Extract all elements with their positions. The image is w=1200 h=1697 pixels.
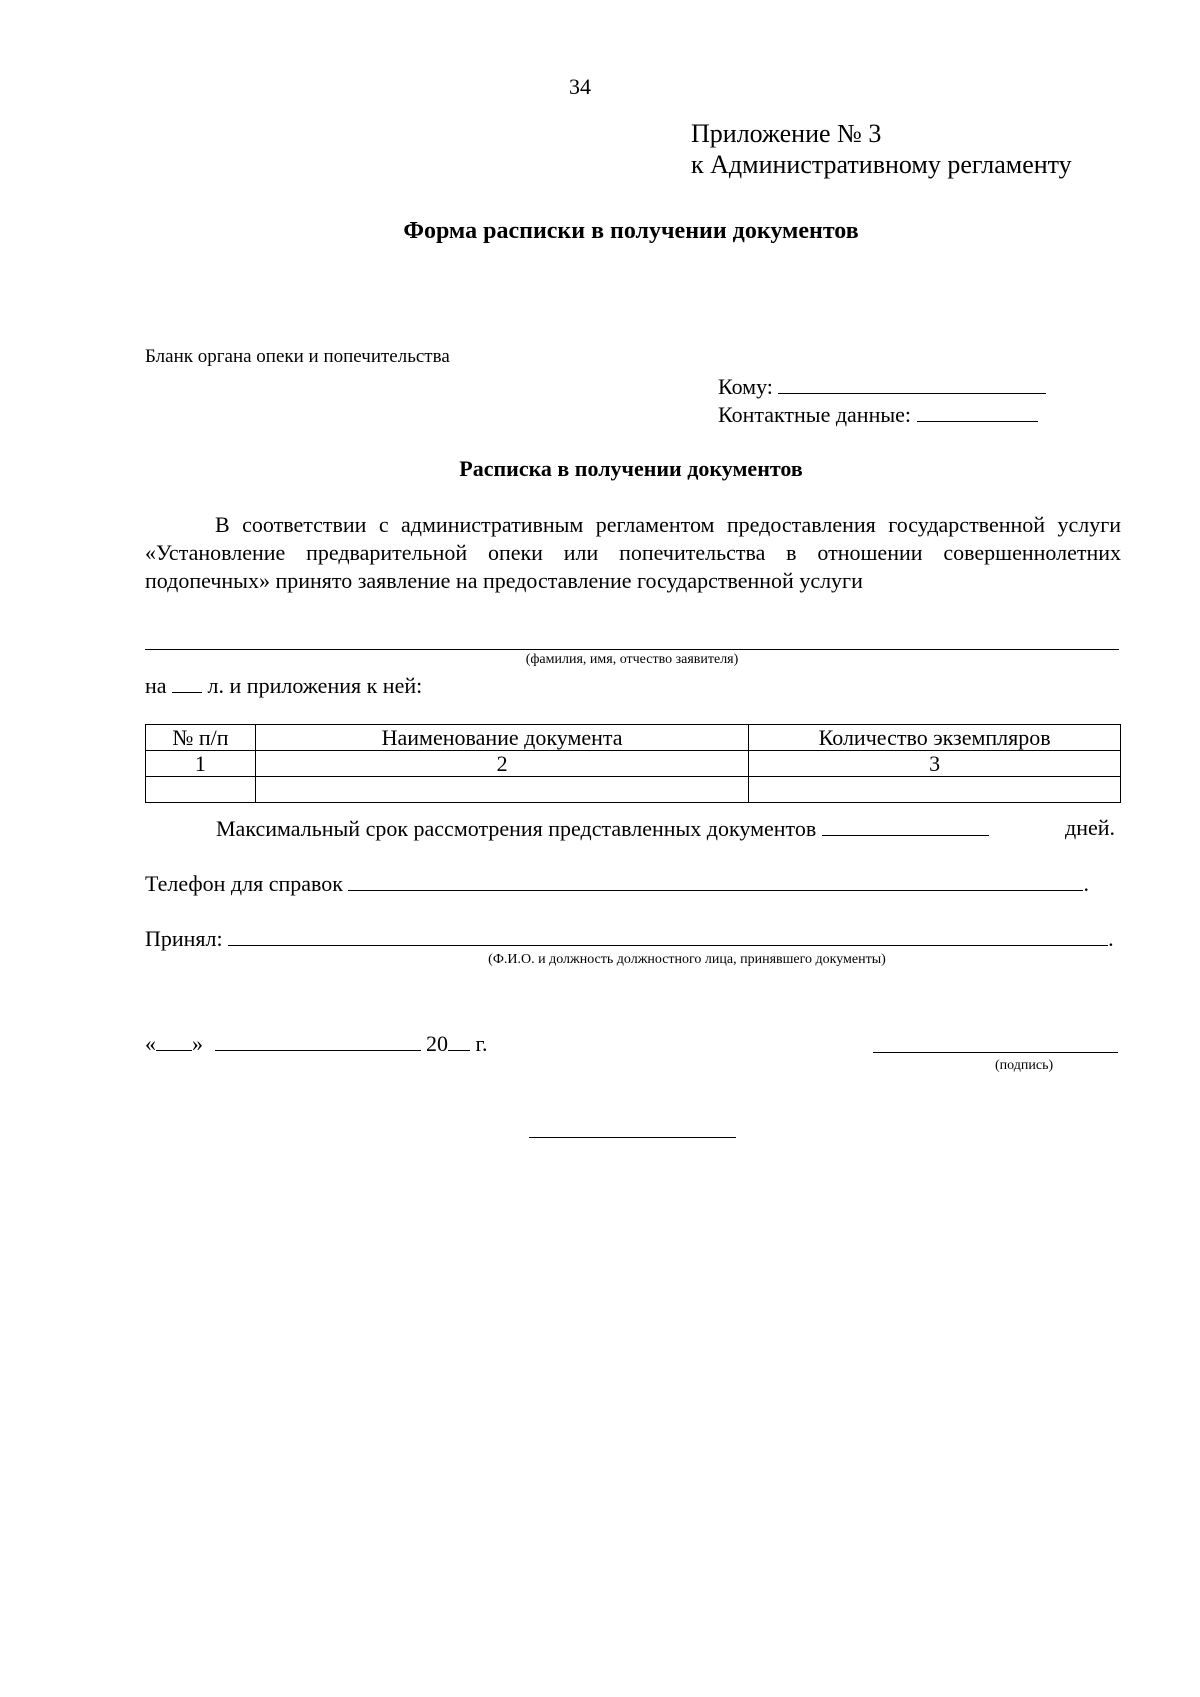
date-field (145, 1030, 488, 1057)
appendix-reference (691, 118, 1072, 180)
table-header-copies: Количество экземпляров (749, 725, 1121, 751)
phone-field: Телефон для справок . (145, 871, 1089, 896)
documents-table (145, 724, 1121, 803)
table-cell: 2 (255, 751, 748, 777)
accepted-field: Принял: . (145, 926, 1114, 951)
table-cell[interactable] (146, 777, 256, 803)
signature-line[interactable] (873, 1052, 1118, 1053)
table-cell[interactable] (749, 777, 1121, 803)
month-blank[interactable] (215, 1030, 421, 1051)
applicant-caption: (фамилия, имя, отчество заявителя) (525, 652, 739, 667)
applicant-name-line[interactable] (145, 649, 1119, 650)
table-row (146, 777, 1121, 803)
appendix-line-1: Приложение № 3 (691, 119, 882, 148)
table-cell[interactable] (255, 777, 748, 803)
table-cell: 3 (749, 751, 1121, 777)
year-prefix: 20 (426, 1031, 448, 1056)
sheets-line (145, 672, 422, 699)
table-header-document-name: Наименование документа (255, 725, 748, 751)
year-blank[interactable] (448, 1030, 470, 1051)
date-open-quote: « (145, 1031, 156, 1056)
sheets-count-blank[interactable] (172, 672, 202, 693)
body-paragraph: В соответствии с административным регламентом предоставления государственной услуги «Установление предварительной опеки или попечительства в отношении совершеннолетних подопечных» принято заявление на предоставление государственной услуги (145, 512, 1121, 593)
accepted-blank-line[interactable] (228, 925, 1108, 946)
table-numbering-row (146, 751, 1121, 777)
deadline-field (216, 815, 989, 842)
to-blank-line[interactable] (778, 373, 1046, 394)
contacts-field (718, 401, 1038, 428)
year-suffix: г. (475, 1031, 488, 1056)
deadline-label: Максимальный срок рассмотрения представленных документов (216, 816, 817, 841)
appendix-line-2: к Административному регламенту (691, 150, 1072, 179)
phone-blank-line[interactable] (348, 870, 1083, 891)
date-close-quote: » (192, 1031, 203, 1056)
deadline-blank-line[interactable] (822, 815, 989, 836)
contacts-label: Контактные данные: (718, 402, 911, 427)
to-field (718, 373, 1046, 400)
page-number: 34 (569, 74, 591, 99)
form-title: Форма расписки в получении документов (403, 218, 859, 244)
sheets-prefix: на (145, 673, 167, 698)
receipt-title: Расписка в получении документов (459, 456, 803, 481)
day-blank[interactable] (156, 1030, 192, 1051)
accepted-label: Принял: (145, 926, 223, 951)
phone-label: Телефон для справок (145, 871, 343, 896)
table-header-row (146, 725, 1121, 751)
end-divider (529, 1137, 736, 1138)
contacts-blank-line[interactable] (917, 401, 1038, 422)
signature-caption: (подпись) (995, 1058, 1054, 1073)
table-cell: 1 (146, 751, 256, 777)
deadline-unit: дней. (1065, 815, 1116, 840)
letterhead-label: Бланк органа опеки и попечительства (145, 346, 450, 367)
table-header-number: № п/п (146, 725, 256, 751)
official-caption: (Ф.И.О. и должность должностного лица, принявшего документы) (488, 952, 886, 967)
sheets-suffix: л. и приложения к ней: (207, 673, 423, 698)
to-label: Кому: (718, 374, 773, 399)
